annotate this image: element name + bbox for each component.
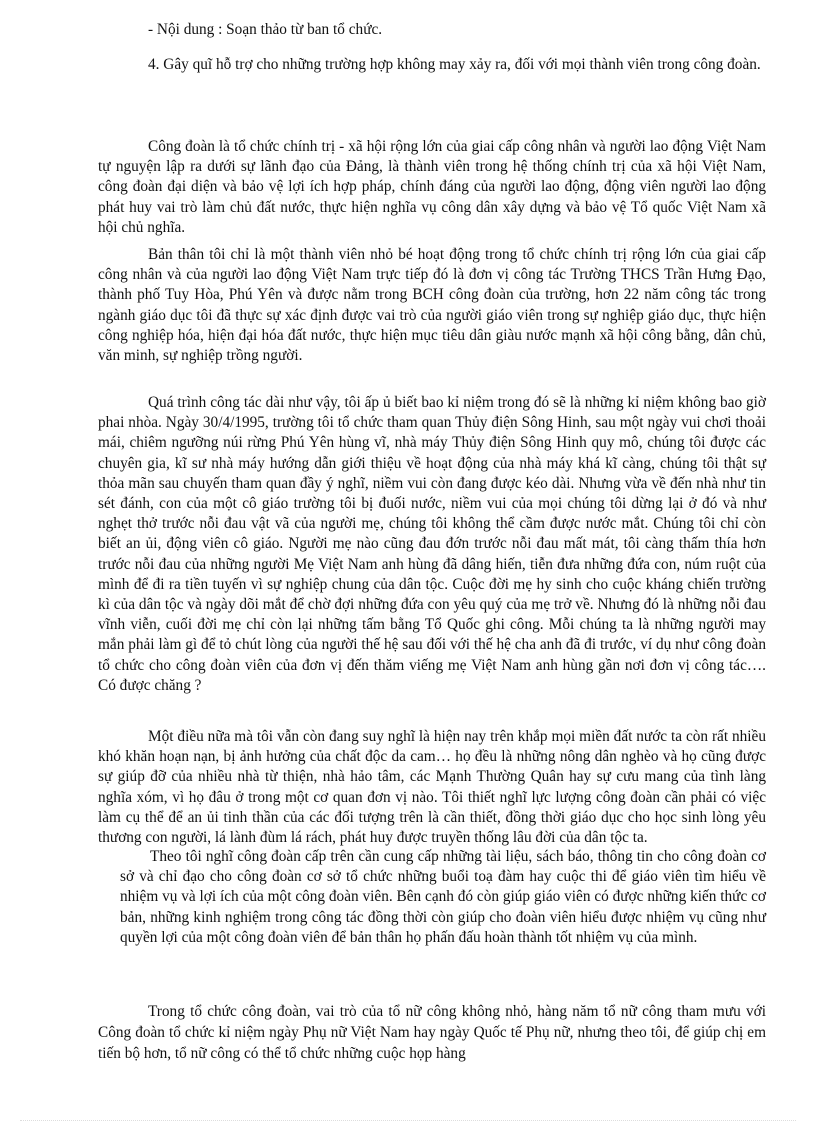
paragraph-fund-item: 4. Gây quĩ hỗ trợ cho những trường hợp không may xảy ra, đối với mọi thành viên trong công đoàn. <box>148 56 761 73</box>
paragraph-upper-union: Theo tôi nghĩ công đoàn cấp trên cần cung cấp những tài liệu, sách báo, thông tin cho công đoàn cơ sở và chỉ đạo cho công đoàn cơ sở tổ chức những buổi toạ đàm hay cuộc thi để giáo viên tìm hiểu về nhiệm vụ và lợi ích của một công đoàn viên. Bên cạnh đó còn giúp giáo viên có được những kiến thức cơ bản, những kinh nghiệm trong công tác đồng thời còn giúp cho đoàn viên hiểu được nhiệm vụ cũng như quyền lợi của một công đoàn viên để bản thân họ phấn đấu hoàn thành tốt nhiệm vụ của mình. <box>120 848 766 946</box>
paragraph-women-group: Trong tổ chức công đoàn, vai trò của tổ nữ công không nhỏ, hàng năm tổ nữ công tham mưu với Công đoàn tổ chức kỉ niệm ngày Phụ nữ Việt Nam hay ngày Quốc tế Phụ nữ, nhưng theo tôi, để giúp chị em tiến bộ hơn, tổ nữ công có thể tổ chức những cuộc họp hàng <box>98 1003 766 1062</box>
paragraph-union-definition: Công đoàn là tổ chức chính trị - xã hội rộng lớn của giai cấp công nhân và người lao động Việt Nam tự nguyện lập ra dưới sự lãnh đạo của Đảng, là thành viên trong hệ thống chính trị của xã hội Việt Nam, công đoàn đại diện và bảo vệ lợi ích hợp pháp, chính đáng của người lao động, động viên người lao động phát huy vai trò làm chủ đất nước, thực hiện nghĩa vụ công dân xây dựng và bảo vệ Tổ quốc Việt Nam xã hội chủ nghĩa. <box>98 138 766 236</box>
page-bottom-rule <box>20 1120 796 1121</box>
paragraph-personal-role: Bản thân tôi chỉ là một thành viên nhỏ bé hoạt động trong tổ chức chính trị rộng lớn của giai cấp công nhân và của người lao động Việt Nam trực tiếp đó là đơn vị công tác Trường THCS Trần Hưng Đạo, thành phố Tuy Hòa, Phú Yên và được nằm trong BCH công đoàn của trường, hơn 22 năm công tác trong ngành giáo dục tôi đã thực sự xác định được vai trò của người giáo viên trong sự nghiệp giáo dục, thực hiện công nghiệp hóa, hiện đại hóa đất nước, thực hiện mục tiêu dân giàu nước mạnh xã hội công bằng, dân chủ, văn minh, sự nghiệp trồng người. <box>98 246 766 365</box>
paragraph-content-note: - Nội dung : Soạn thảo từ ban tổ chức. <box>148 21 383 38</box>
paragraph-hardship: Một điều nữa mà tôi vẫn còn đang suy nghĩ là hiện nay trên khắp mọi miền đất nước ta còn rất nhiều khó khăn hoạn nạn, bị ảnh hưởng của chất độc da cam… họ đều là những nông dân nghèo và họ cũng được sự giúp đỡ của nhiều nhà từ thiện, nhà hảo tâm, các Mạnh Thường Quân hay sự cưu mang của tình làng nghĩa xóm, vì họ đâu ở trong một cơ quan đơn vị nào. Tôi thiết nghĩ lực lượng công đoàn cần phải có việc làm cụ thể để an ủi tinh thần của các đối tượng trên là cần thiết, đồng thời giáo dục cho học sinh lòng yêu thương con người, lá lành đùm lá rách, phát huy được truyền thống lâu đời của dân tộc ta. <box>98 728 766 847</box>
paragraph-memory: Quá trình công tác dài như vậy, tôi ấp ủ biết bao kỉ niệm trong đó sẽ là những kỉ niệm không bao giờ phai nhòa. Ngày 30/4/1995, trường tôi tổ chức tham quan Thủy điện Sông Hinh, sau một ngày vui chơi thoải mái, chiêm ngưỡng núi rừng Phú Yên hùng vĩ, nhà máy Thủy điện Sông Hinh quy mô, chúng tôi được các chuyên gia, kĩ sư nhà máy hướng dẫn giới thiệu về hoạt động của nhà máy khá kĩ càng, chúng tôi thật sự thỏa mãn sau chuyến tham quan đầy ý nghĩ, niềm vui còn đang được kéo dài. Nhưng vừa về đến nhà như tin sét đánh, con của một cô giáo trường tôi bị đuối nước, niềm vui của mọi chúng tôi dừng lại ở đó và như nghẹt thở trước nỗi đau vật vã của người mẹ, chúng tôi không thể cầm được nước mắt. Chúng tôi chỉ còn biết an ủi, động viên cô giáo. Người mẹ nào cũng đau đớn trước nỗi đau mất mát, tôi càng thấm thía hơn trước nỗi đau của những người Mẹ Việt Nam anh hùng đã dâng hiến, tiễn đưa những đứa con, núm ruột của mình để đi ra tiền tuyến vì sự nghiệp chung của dân tộc. Cuộc đời mẹ hy sinh cho cuộc kháng chiến trường kì của dân tộc và ngày dõi mắt để chờ đợi những đứa con yêu quý của mẹ trở về. Nhưng đó là những nỗi đau vĩnh viễn, cuối đời mẹ chỉ còn lại những tấm bằng Tổ Quốc ghi công. Mỗi chúng ta là những người may mắn phải làm gì để tỏ chút lòng của người thế hệ sau đối với thế hệ cha anh đã đi trước, ví dụ như công đoàn tổ chức cho công đoàn viên của đơn vị đến thăm viếng mẹ Việt Nam anh hùng gần nơi đơn vị công tác…. Có được chăng ? <box>98 394 766 694</box>
